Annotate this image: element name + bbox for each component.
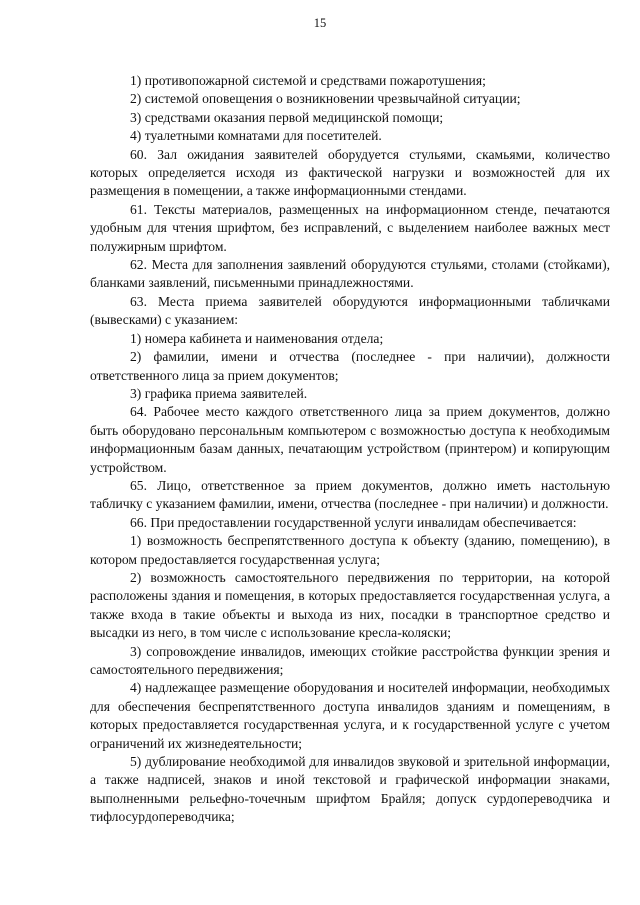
paragraph-60: 60. Зал ожидания заявителей оборудуется стульями, скамьями, количество которых определяется исходя из фактической нагрузки и возможностей для их размещения в помещении, а также информационными стендами. bbox=[90, 146, 610, 199]
paragraph-63-item-3: 3) графика приема заявителей. bbox=[130, 385, 308, 401]
paragraph-item-2: 2) системой оповещения о возникновении чрезвычайной ситуации; bbox=[130, 91, 521, 107]
paragraph-item-1: 1) противопожарной системой и средствами пожаротушения; bbox=[130, 73, 486, 88]
paragraph-65: 65. Лицо, ответственное за прием документов, должно иметь настольную табличку с указанием фамилии, имени, отчества (последнее - при наличии) и должности. bbox=[90, 477, 610, 512]
page-number: 15 bbox=[313, 16, 327, 30]
paragraph-item-3: 3) средствами оказания первой медицинской помощи; bbox=[130, 109, 444, 125]
paragraph-63: 63. Места приема заявителей оборудуются информационными табличками (вывесками) с указанием: bbox=[90, 293, 610, 328]
paragraph-63-item-1: 1) номера кабинета и наименования отдела; bbox=[130, 330, 384, 346]
paragraph-66-item-1: 1) возможность беспрепятственного доступа к объекту (зданию, помещению), в котором предоставляется государственная услуга; bbox=[90, 533, 610, 567]
paragraph-63-item-2: 2) фамилии, имени и отчества (последнее - при наличии), должности ответственного лица за прием документов; bbox=[90, 349, 610, 383]
paragraph-item-4: 4) туалетными комнатами для посетителей. bbox=[130, 128, 382, 144]
paragraph-64: 64. Рабочее место каждого ответственного лица за прием документов, должно быть оборудовано персональным компьютером с возможностью доступа к необходимым информационным базам данных, печатающим устройством (принтером) и копирующим устройством. bbox=[90, 404, 610, 475]
paragraph-66-item-4: 4) надлежащее размещение оборудования и носителей информации, необходимых для обеспечения беспрепятственного доступа инвалидов зданиям и помещениям, в которых предоставляется государственная услуга, и к государственной услуге с учетом ограничений их жизнедеятельности; bbox=[90, 680, 610, 751]
paragraph-66-item-2: 2) возможность самостоятельного передвижения по территории, на которой расположены здания и помещения, в которых предоставляется государственная услуга, а также входа в такие объекты и выхода из них, посадки в транспортное средство и высадки из него, в том числе с использование кресла-коляски; bbox=[90, 569, 610, 641]
paragraph-66-item-5: 5) дублирование необходимой для инвалидов звуковой и зрительной информации, а также надписей, знаков и иной текстовой и графической информации знаками, выполненными рельефно-точечным шрифтом Брайля; допуск сурдопереводчика и тифлосурдопереводчика; bbox=[90, 754, 610, 825]
paragraph-61: 61. Тексты материалов, размещенных на информационном стенде, печатаются удобным для чтения шрифтом, без исправлений, с выделением наиболее важных мест полужирным шрифтом. bbox=[90, 201, 610, 254]
paragraph-62: 62. Места для заполнения заявлений оборудуются стульями, столами (стойками), бланками заявлений, письменными принадлежностями. bbox=[90, 257, 610, 291]
paragraph-66: 66. При предоставлении государственной услуги инвалидам обеспечивается: bbox=[130, 514, 577, 530]
paragraph-66-item-3: 3) сопровождение инвалидов, имеющих стойкие расстройства функции зрения и самостоятельного передвижения; bbox=[90, 643, 610, 677]
document-body bbox=[90, 72, 610, 827]
